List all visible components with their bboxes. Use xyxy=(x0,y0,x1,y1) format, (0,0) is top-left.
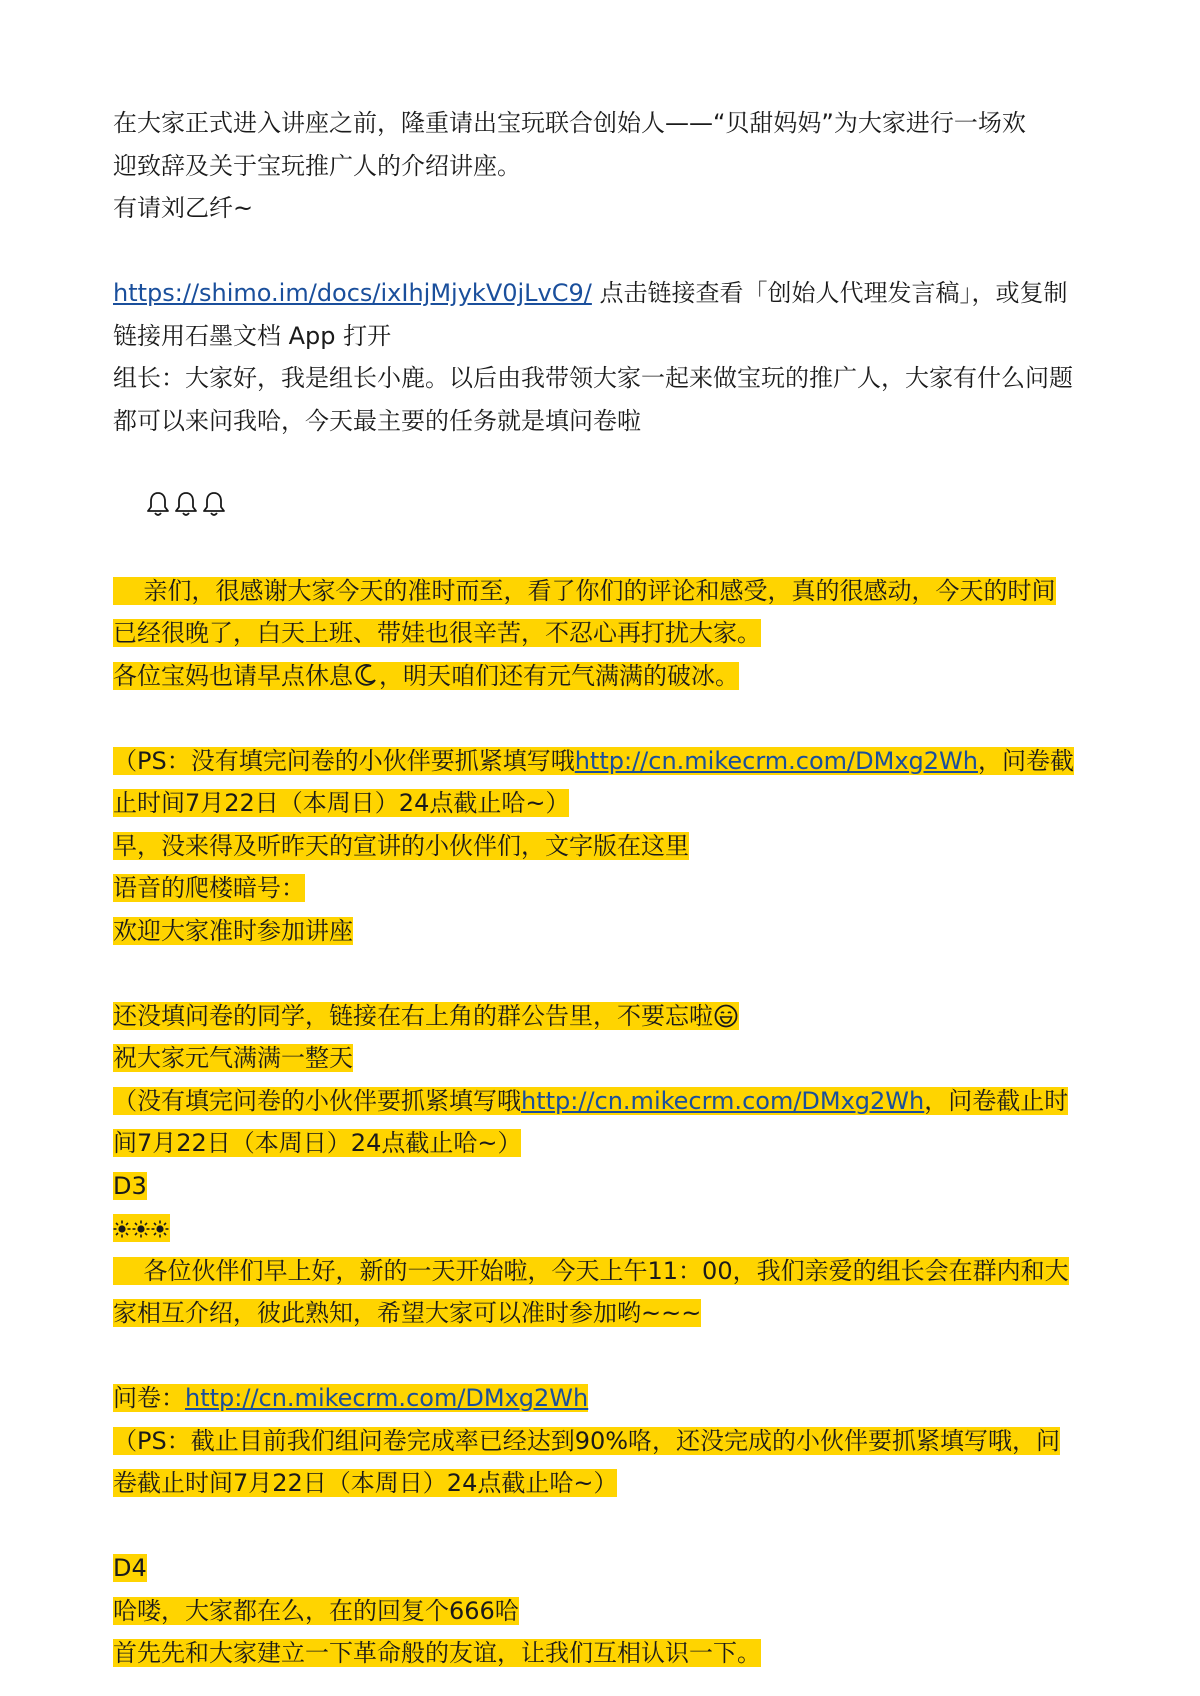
ps1-line xyxy=(113,740,1103,783)
evening-text-b: ，明天咱们还有元气满满的破冰。 xyxy=(379,661,739,690)
survey-link[interactable]: http://cn.mikecrm.com/DMxg2Wh xyxy=(521,1086,925,1115)
intro-line: 迎致辞及关于宝玩推广人的介绍讲座。 xyxy=(113,151,521,180)
evening-text: 已经很晚了，白天上班、带娃也很辛苦，不忍心再打扰大家。 xyxy=(113,619,761,647)
ps1-text xyxy=(113,747,1074,775)
reminder-line xyxy=(113,1080,1103,1123)
d4-text: 哈喽，大家都在么，在的回复个666哈 xyxy=(113,1596,519,1625)
reminder-prefix: （没有填完问卷的小伙伴要抓紧填写哦 xyxy=(113,1086,521,1115)
d3-ps-line xyxy=(113,1462,1103,1505)
blank-line xyxy=(113,697,1103,740)
d3-label xyxy=(113,1165,1103,1208)
blank-line xyxy=(113,952,1103,995)
d3-text: 家相互介绍，彼此熟知，希望大家可以准时参加哟~~~ xyxy=(113,1299,702,1327)
ps1-suffix: ，问卷截 xyxy=(977,746,1074,775)
shimo-text: 点击链接查看「创始人代理发言稿」，或复制 xyxy=(591,279,1068,307)
d3-ps-line xyxy=(113,1420,1103,1463)
morning-line xyxy=(113,910,1103,953)
shimo-link[interactable]: https://shimo.im/docs/ixIhjMjykV0jLvC9/ xyxy=(113,279,592,307)
ps1-prefix: （PS：没有填完问卷的小伙伴要抓紧填写哦 xyxy=(113,746,575,775)
d3-line xyxy=(113,1292,1103,1335)
ps1-line xyxy=(113,782,1103,825)
shimo-paragraph xyxy=(113,272,1103,315)
survey-label: 问卷： xyxy=(113,1384,185,1412)
sun-icon xyxy=(151,1220,169,1238)
d4-label-text: D4 xyxy=(113,1554,147,1582)
d3-line xyxy=(113,1250,1103,1293)
d4-line xyxy=(113,1590,1103,1633)
evening-line xyxy=(113,570,1103,613)
survey-highlight xyxy=(113,1384,588,1412)
reminder-text: 间7月22日（本周日）24点截止哈~） xyxy=(113,1129,522,1157)
reminder-text-a: 还没填问卷的同学，链接在右上角的群公告里，不要忘啦 xyxy=(113,1001,713,1030)
d3-ps-text: 卷截止时间7月22日（本周日）24点截止哈~） xyxy=(113,1469,618,1497)
reminder-text: 祝大家元气满满一整天 xyxy=(113,1044,353,1072)
survey-link[interactable]: http://cn.mikecrm.com/DMxg2Wh xyxy=(185,1384,589,1412)
evening-text xyxy=(113,662,739,690)
bells-row xyxy=(113,442,1103,570)
morning-text: 欢迎大家准时参加讲座 xyxy=(113,916,353,945)
reminder-line xyxy=(113,1122,1103,1165)
suns-highlight xyxy=(113,1214,170,1242)
sun-icon xyxy=(113,1220,131,1238)
blank-line xyxy=(113,230,1103,273)
morning-line xyxy=(113,825,1103,868)
d3-text: 各位伙伴们早上好，新的一天开始啦，今天上午11：00，我们亲爱的组长会在群内和大 xyxy=(113,1256,1069,1285)
evening-text-a: 各位宝妈也请早点休息 xyxy=(113,661,353,690)
grinning-face-icon xyxy=(713,1003,739,1029)
suns-row xyxy=(113,1207,1103,1250)
crescent-moon-icon xyxy=(353,662,379,688)
reminder-line xyxy=(113,1037,1103,1080)
intro-line: 在大家正式进入讲座之前，隆重请出宝玩联合创始人——“贝甜妈妈”为大家进行一场欢 xyxy=(113,109,1026,137)
blank-line xyxy=(113,1505,1103,1548)
document-page xyxy=(113,102,1103,1675)
d4-text: 首先先和大家建立一下革命般的友谊，让我们互相认识一下。 xyxy=(113,1639,761,1667)
d4-label xyxy=(113,1547,1103,1590)
leader-line: 组长：大家好，我是组长小鹿。以后由我带领大家一起来做宝玩的推广人，大家有什么问题 xyxy=(113,364,1073,392)
evening-text: 亲们，很感谢大家今天的准时而至，看了你们的评论和感受，真的很感动，今天的时间 xyxy=(113,576,1056,605)
survey-link[interactable]: http://cn.mikecrm.com/DMxg2Wh xyxy=(574,746,978,775)
intro-invite: 有请刘乙纤~ xyxy=(113,194,254,222)
evening-line xyxy=(113,612,1103,655)
evening-line xyxy=(113,655,1103,698)
leader-line: 都可以来问我哈，今天最主要的任务就是填问卷啦 xyxy=(113,406,641,435)
blank-line xyxy=(113,1335,1103,1378)
shimo-line: 链接用石墨文档 App 打开 xyxy=(113,321,392,350)
ps1-text: 止时间7月22日（本周日）24点截止哈~） xyxy=(113,789,570,817)
survey-line xyxy=(113,1377,1103,1420)
d3-label-text: D3 xyxy=(113,1171,147,1200)
morning-text: 早，没来得及听昨天的宣讲的小伙伴们，文字版在这里 xyxy=(113,831,689,860)
bell-icon xyxy=(200,490,228,518)
d3-ps-text: （PS：截止目前我们组问卷完成率已经达到90%咯，还没完成的小伙伴要抓紧填写哦，问 xyxy=(113,1426,1061,1455)
reminder-text xyxy=(113,1002,739,1030)
sun-icon xyxy=(132,1220,150,1238)
reminder-suffix: ，问卷截止时 xyxy=(924,1086,1069,1115)
bell-icon xyxy=(172,490,200,518)
reminder-text xyxy=(113,1087,1068,1115)
morning-text: 语音的爬楼暗号： xyxy=(113,874,305,902)
morning-line xyxy=(113,867,1103,910)
reminder-line xyxy=(113,995,1103,1038)
d4-line xyxy=(113,1632,1103,1675)
bell-icon xyxy=(144,490,172,518)
